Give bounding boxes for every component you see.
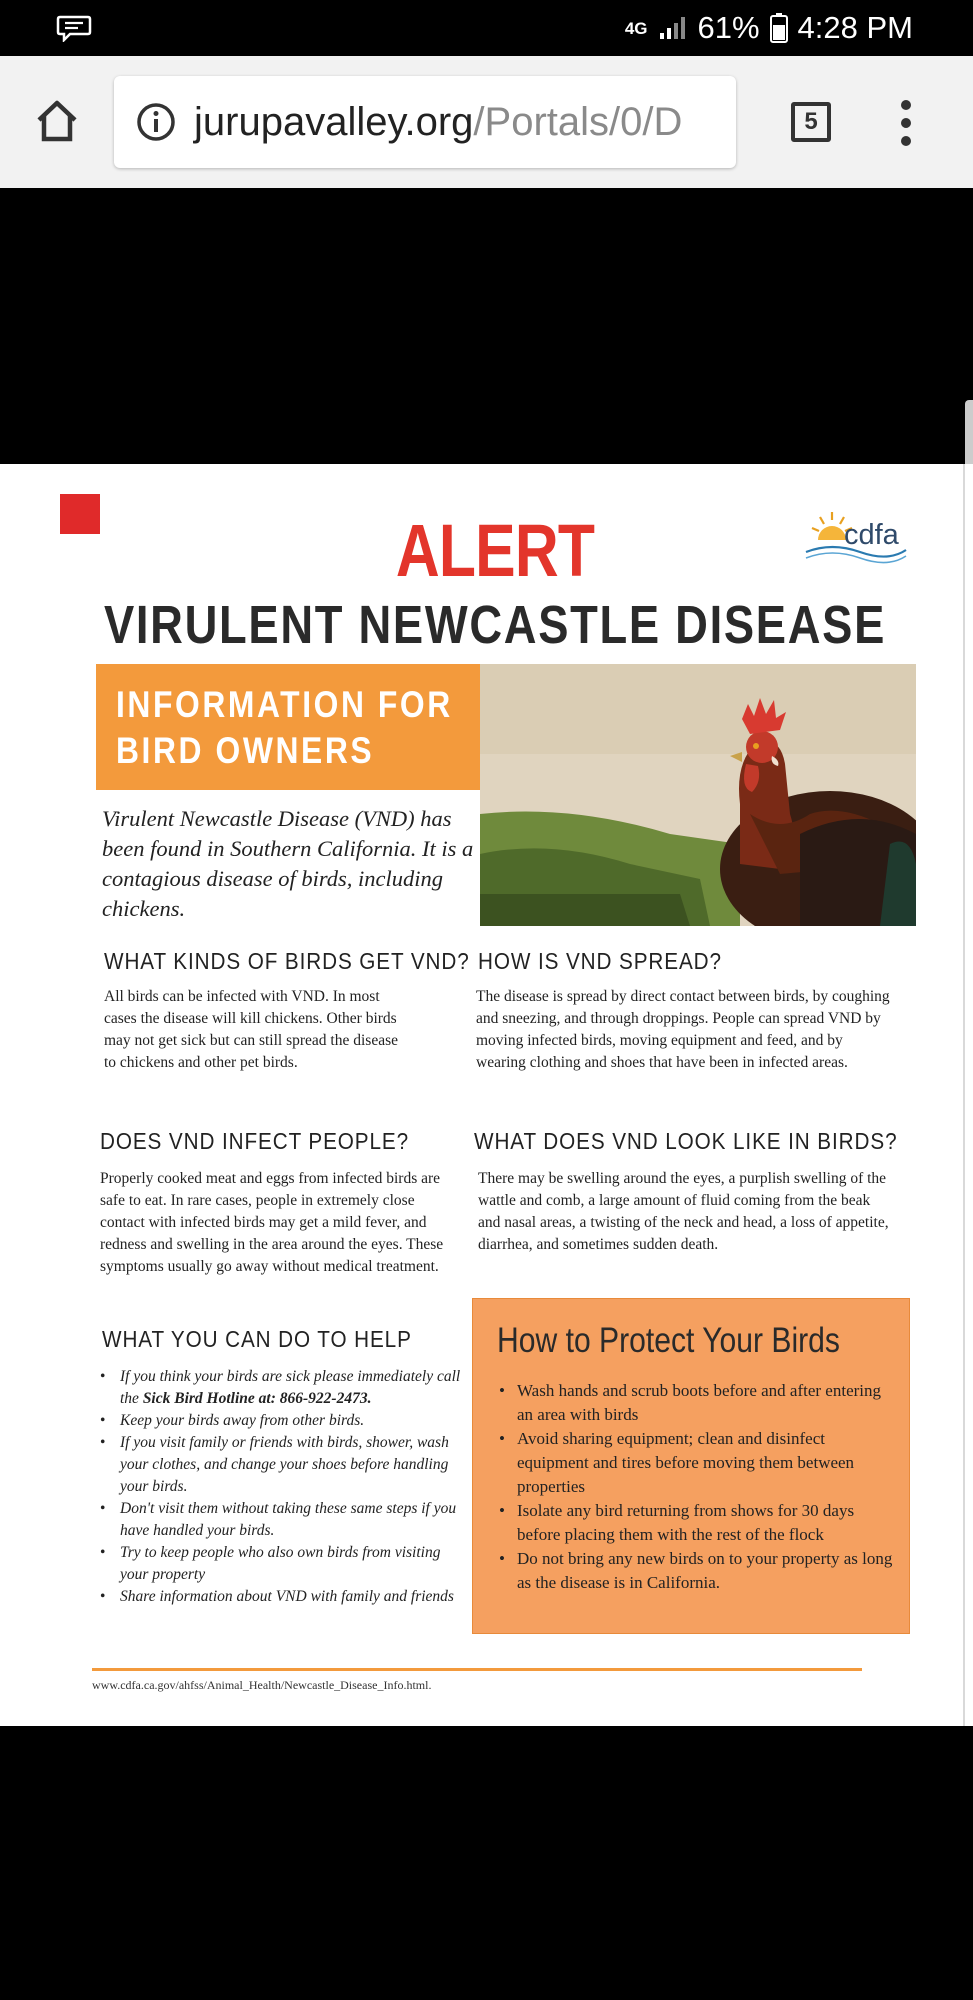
hotline-number: Sick Bird Hotline at: 866-922-2473. bbox=[142, 1390, 372, 1407]
battery-icon bbox=[770, 13, 788, 43]
list-item: • Share information about VND with family and friends bbox=[98, 1586, 468, 1608]
heading-help: WHAT YOU CAN DO TO HELP bbox=[102, 1326, 412, 1352]
page-edge bbox=[963, 464, 965, 1726]
footer-divider bbox=[92, 1668, 862, 1671]
browser-toolbar bbox=[0, 56, 973, 188]
intro-text: Virulent Newcastle Disease (VND) has been found in Southern California. It is a contagious disease of birds, including chickens. bbox=[102, 806, 474, 921]
url-domain: jurupavalley.org bbox=[194, 99, 474, 144]
list-item: • Avoid sharing equipment; clean and disinfect equipment and tires before moving them between properties bbox=[495, 1427, 895, 1499]
banner-text bbox=[116, 682, 453, 774]
clock: 4:28 PM bbox=[797, 10, 913, 45]
url-path: /Portals/0/D bbox=[473, 99, 683, 144]
list-item: • If you visit family or friends with birds, shower, wash your clothes, and change your shoes before handling your birds. bbox=[98, 1432, 468, 1498]
body-kinds: All birds can be infected with VND. In most cases the disease will kill chickens. Other birds may not get sick but can still spread the disease to chickens and other pet birds. bbox=[104, 988, 398, 1071]
heading-people: DOES VND INFECT PEOPLE? bbox=[100, 1128, 410, 1154]
body-spread: The disease is spread by direct contact between birds, by coughing and sneezing, and through droppings. People can spread VND by moving infected birds, moving equipment and feed, and by wearing clothing and shoes that have been in infected areas. bbox=[476, 988, 890, 1071]
list-item: • Do not bring any new birds on to your property as long as the disease is in California. bbox=[495, 1547, 895, 1595]
heading-kinds: WHAT KINDS OF BIRDS GET VND? bbox=[104, 948, 470, 974]
banner-line-2: BIRD OWNERS bbox=[116, 730, 375, 771]
info-banner bbox=[96, 664, 508, 790]
signal-icon bbox=[658, 15, 688, 41]
alert-title: ALERT bbox=[395, 509, 595, 592]
disease-title: VIRULENT NEWCASTLE DISEASE bbox=[103, 595, 887, 655]
home-icon[interactable] bbox=[34, 98, 80, 144]
rooster-photo bbox=[480, 664, 916, 926]
list-item: • Don't visit them without taking these same steps if you have handled your birds. bbox=[98, 1498, 468, 1542]
body-look: There may be swelling around the eyes, a purplish swelling of the wattle and comb, a large amount of fluid coming from the beak and nasal areas, a twisting of the neck and head, a loss of appetite, diarrhea, and sometimes sudden death. bbox=[478, 1170, 889, 1253]
banner-line-1: INFORMATION FOR bbox=[116, 684, 453, 725]
help-tips-list bbox=[98, 1366, 468, 1608]
address-bar[interactable] bbox=[114, 76, 736, 168]
tip-1-text: If you think your birds are sick please immediately call the bbox=[120, 1368, 461, 1407]
network-type: 4G bbox=[624, 18, 648, 38]
heading-spread: HOW IS VND SPREAD? bbox=[478, 948, 722, 974]
more-menu-icon[interactable] bbox=[894, 100, 918, 146]
protect-heading: How to Protect Your Birds bbox=[497, 1321, 840, 1360]
list-item: • Isolate any bird returning from shows for 30 days before placing them with the rest of the flock bbox=[495, 1499, 895, 1547]
protect-list bbox=[495, 1379, 895, 1595]
tab-switcher-button[interactable]: 5 bbox=[791, 102, 831, 142]
message-notification-icon bbox=[56, 14, 92, 42]
status-bar bbox=[0, 0, 973, 56]
svg-text:cdfa: cdfa bbox=[844, 519, 899, 551]
list-item: • Keep your birds away from other birds. bbox=[98, 1410, 468, 1432]
footer-url: www.cdfa.ca.gov/ahfss/Animal_Health/Newcastle_Disease_Info.html. bbox=[92, 1678, 432, 1692]
heading-look: WHAT DOES VND LOOK LIKE IN BIRDS? bbox=[474, 1128, 898, 1154]
protect-box bbox=[472, 1298, 910, 1634]
battery-percent: 61% bbox=[697, 10, 760, 45]
info-icon[interactable] bbox=[136, 102, 176, 142]
list-item: • Try to keep people who also own birds from visiting your property bbox=[98, 1542, 468, 1586]
pdf-page bbox=[0, 464, 973, 1726]
list-item: • Wash hands and scrub boots before and after entering an area with birds bbox=[495, 1379, 895, 1427]
list-item bbox=[98, 1366, 468, 1410]
url-text bbox=[194, 100, 682, 145]
body-people: Properly cooked meat and eggs from infected birds are safe to eat. In rare cases, people in extremely close contact with infected birds may get a mild fever, and redness and swelling in the area around the eyes. These symptoms usually go away without medical treatment. bbox=[100, 1170, 444, 1275]
